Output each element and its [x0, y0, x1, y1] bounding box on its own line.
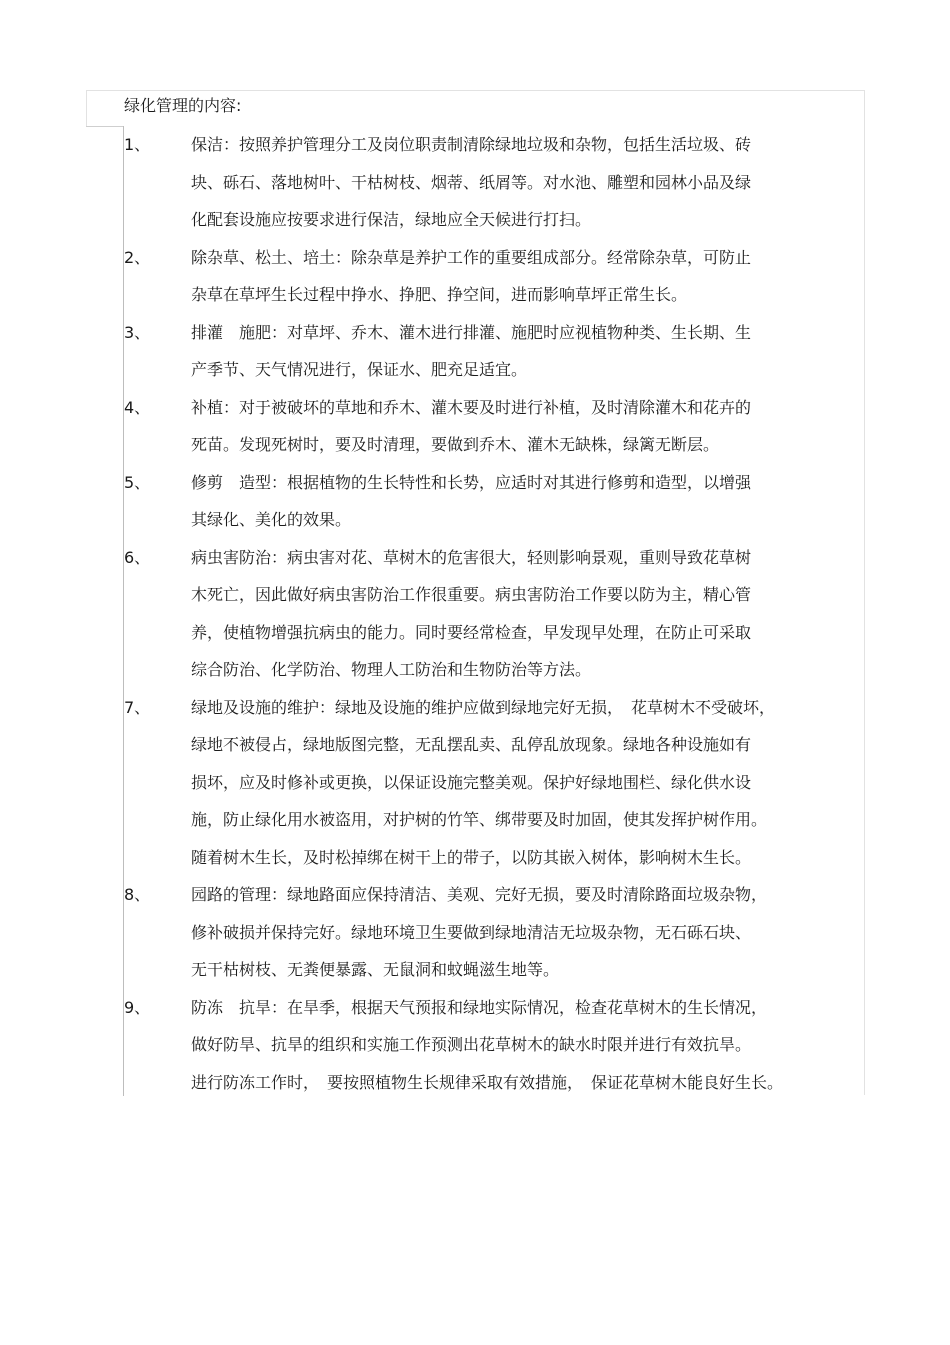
text-line: 杂草在草坪生长过程中挣水、挣肥、挣空间，进而影响草坪正常生长。 — [191, 285, 688, 304]
item-text — [191, 876, 871, 989]
text-line: 进行防冻工作时， 要按照植物生长规律采取有效措施， 保证花草树木能良好生长。 — [191, 1072, 784, 1092]
item-number: 9、 — [124, 997, 151, 1017]
item-text — [191, 389, 871, 464]
section-title: 绿化管理的内容: — [124, 96, 242, 115]
text-line: 综合防治、化学防治、物理人工防治和生物防治等方法。 — [191, 660, 592, 679]
text-line: 病虫害防治：病虫害对花、草树木的危害很大，轻则影响景观，重则导致花草树 — [191, 547, 752, 567]
text-line: 园路的管理：绿地路面应保持清洁、美观、完好无损，要及时清除路面垃圾杂物， — [191, 885, 768, 904]
text-line: 随着树木生长，及时松掉绑在树干上的带子，以防其嵌入树体，影响树木生长。 — [191, 847, 752, 867]
text-line: 化配套设施应按要求进行保洁，绿地应全天候进行打扫。 — [191, 210, 592, 229]
text-line: 其绿化、美化的效果。 — [191, 510, 352, 529]
text-line: 木死亡，因此做好病虫害防治工作很重要。病虫害防治工作要以防为主，精心管 — [191, 585, 752, 604]
item-text — [191, 126, 871, 239]
item-text — [191, 464, 871, 539]
text-line: 块、砾石、落地树叶、干枯树枝、烟蒂、纸屑等。对水池、雕塑和园林小品及绿 — [191, 172, 752, 192]
list-item — [0, 876, 950, 989]
text-line: 修剪 造型：根据植物的生长特性和长势，应适时对其进行修剪和造型，以增强 — [191, 472, 752, 492]
list-item — [0, 314, 950, 389]
item-text — [191, 689, 871, 877]
text-line: 做好防旱、抗旱的组织和实施工作预测出花草树木的缺水时限并进行有效抗旱。 — [191, 1035, 752, 1054]
text-line: 补植：对于被破坏的草地和乔木、灌木要及时进行补植，及时清除灌木和花卉的 — [191, 397, 752, 417]
list-item — [0, 689, 950, 877]
text-line: 损坏，应及时修补或更换，以保证设施完整美观。保护好绿地围栏、绿化供水设 — [191, 772, 752, 792]
text-line: 修补破损并保持完好。绿地环境卫生要做到绿地清洁无垃圾杂物，无石砾石块、 — [191, 922, 752, 942]
item-number: 8、 — [124, 885, 151, 904]
item-number: 3、 — [124, 322, 151, 342]
content-list — [0, 126, 950, 1101]
list-item — [0, 239, 950, 314]
item-number: 2、 — [124, 247, 151, 267]
list-item — [0, 389, 950, 464]
item-number: 7、 — [124, 697, 151, 717]
text-line: 防冻 抗旱：在旱季，根据天气预报和绿地实际情况，检查花草树木的生长情况， — [191, 997, 768, 1017]
item-number: 4、 — [124, 397, 151, 417]
item-text — [191, 239, 871, 314]
text-line: 除杂草、松土、培土：除杂草是养护工作的重要组成部分。经常除杂草，可防止 — [191, 247, 752, 267]
table-border-left-header — [86, 90, 87, 127]
list-item — [0, 464, 950, 539]
text-line: 排灌 施肥：对草坪、乔木、灌木进行排灌、施肥时应视植物种类、生长期、生 — [191, 322, 752, 342]
item-number: 1、 — [124, 135, 151, 154]
item-number: 5、 — [124, 472, 151, 492]
text-line: 绿地不被侵占，绿地版图完整，无乱摆乱卖、乱停乱放现象。绿地各种设施如有 — [191, 735, 752, 754]
text-line: 死苗。发现死树时，要及时清理，要做到乔木、灌木无缺株，绿篱无断层。 — [191, 435, 720, 454]
list-item — [0, 989, 950, 1102]
item-number: 6、 — [124, 547, 151, 567]
item-text — [191, 314, 871, 389]
item-text — [191, 539, 871, 689]
text-line: 施，防止绿化用水被盗用，对护树的竹竿、绑带要及时加固，使其发挥护树作用。 — [191, 810, 768, 829]
text-line: 绿地及设施的维护：绿地及设施的维护应做到绿地完好无损， 花草树木不受破坏， — [191, 697, 776, 717]
text-line: 保洁：按照养护管理分工及岗位职责制清除绿地垃圾和杂物，包括生活垃圾、砖 — [191, 135, 752, 154]
text-line: 养，使植物增强抗病虫的能力。同时要经常检查，早发现早处理，在防止可采取 — [191, 622, 752, 642]
list-item — [0, 126, 950, 239]
text-line: 无干枯树枝、无粪便暴露、无鼠洞和蚊蝇滋生地等。 — [191, 960, 560, 979]
list-item — [0, 539, 950, 689]
text-line: 产季节、天气情况进行，保证水、肥充足适宜。 — [191, 360, 528, 379]
item-text — [191, 989, 871, 1102]
table-border-top — [86, 90, 864, 91]
